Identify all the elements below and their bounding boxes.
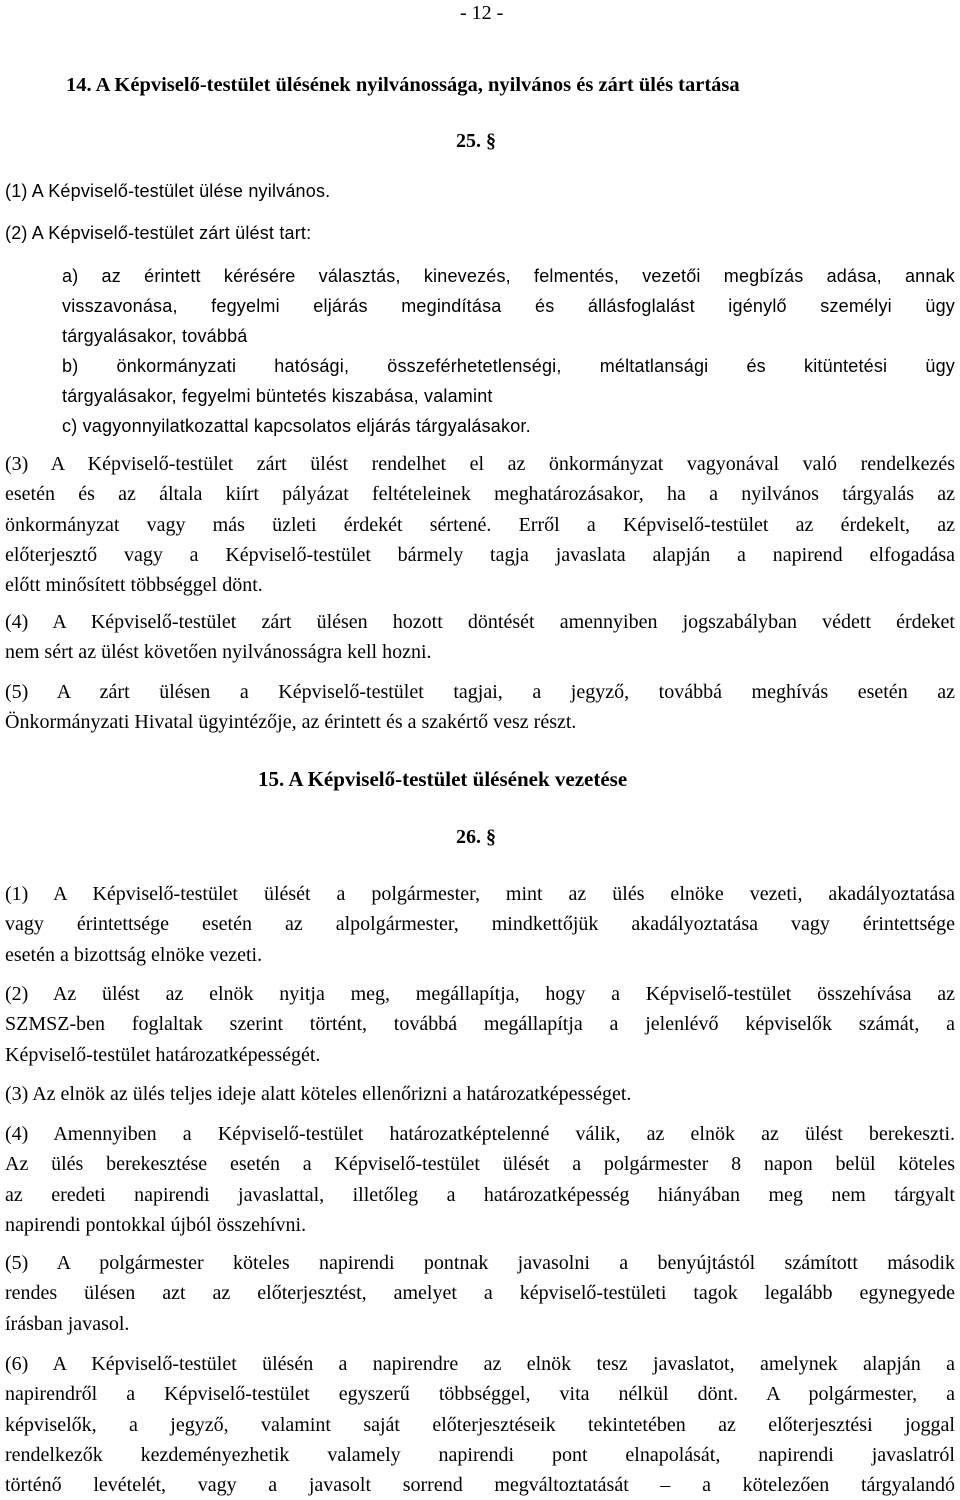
text-line: (4) A Képviselő-testület zárt ülésen hozott döntését amennyiben jogszabályban védett érdeket <box>5 611 955 633</box>
text-line: SZMSZ-ben foglaltak szerint történt, továbbá megállapítja a jelenlévő képviselők számát, a <box>5 1013 955 1036</box>
text-line: napirendről a Képviselő-testület egyszerű többséggel, vita nélkül dönt. A polgármester, a <box>5 1383 955 1406</box>
text-line: (6) A Képviselő-testület ülésén a napirendre az elnök tesz javaslatot, amelynek alapján a <box>5 1353 955 1375</box>
ch15-para-6 <box>5 1349 955 1500</box>
ch14-para-4 <box>5 607 955 668</box>
text-line: előtt minősített többséggel dönt. <box>5 574 263 597</box>
ch15-para-1 <box>5 879 955 970</box>
list-line: b) önkormányzati hatósági, összeférhetetlenségi, méltatlansági és kitüntetési ügy <box>62 356 955 376</box>
text-line: rendelkezők kezdeményezhetik valamely napirendi pont elnapolását, napirendi javaslatról <box>5 1443 955 1466</box>
text-line: történő levételét, vagy a javasolt sorrend megváltoztatását – a kötelezően tárgyalandó <box>5 1474 955 1497</box>
text-line: Az ülés berekesztése esetén a Képviselő-testület ülését a polgármester 8 napon belül köteles <box>5 1153 955 1176</box>
text-line: Önkormányzati Hivatal ügyintézője, az érintett és a szakértő vesz részt. <box>5 711 577 734</box>
ch14-para-3 <box>5 449 955 600</box>
ch15-para-3 <box>5 1079 955 1109</box>
chapter-14-title: 14. A Képviselő-testület ülésének nyilvánossága, nyilvános és zárt ülés tartása <box>66 74 740 96</box>
text-line: írásban javasol. <box>5 1312 130 1335</box>
text-line: nem sért az ülést követően nyilvánosságra kell hozni. <box>5 641 432 664</box>
section-26-heading: 26. § <box>456 826 496 848</box>
ch14-para-2-intro: (2) A Képviselő-testület zárt ülést tart: <box>5 223 312 243</box>
text-line: esetén és az általa kiírt pályázat feltételeinek meghatározásakor, ha a nyilvános tárgyalás az <box>5 483 955 506</box>
ch14-para-2-list <box>62 266 955 446</box>
text-line: (4) Amennyiben a Képviselő-testület határozatképtelenné válik, az elnök az ülést berekeszti. <box>5 1123 955 1145</box>
ch15-para-4 <box>5 1119 955 1240</box>
text-line: (5) A zárt ülésen a Képviselő-testület tagjai, a jegyző, továbbá meghívás esetén az <box>5 681 955 703</box>
section-25-heading: 25. § <box>456 130 496 152</box>
ch14-para-1: (1) A Képviselő-testület ülése nyilvános. <box>5 181 331 201</box>
text-line: előterjesztő vagy a Képviselő-testület bármely tagja javaslata alapján a napirend elfogadása <box>5 543 955 566</box>
text-line: napirendi pontokkal újból összehívni. <box>5 1213 307 1236</box>
text-line: (1) A Képviselő-testület ülését a polgármester, mint az ülés elnöke vezeti, akadályoztatása <box>5 883 955 905</box>
text-line: képviselők, a jegyző, valamint saját előterjesztéseik tekintetében az előterjesztési joggal <box>5 1413 955 1436</box>
text-line: (3) Az elnök az ülés teljes ideje alatt köteles ellenőrizni a határozatképességet. <box>5 1083 632 1105</box>
text-line: (3) A Képviselő-testület zárt ülést rendelhet el az önkormányzat vagyonával való rendelkezés <box>5 453 955 475</box>
text-line: önkormányzat vagy más üzleti érdekét sértené. Erről a Képviselő-testület az érdekelt, az <box>5 513 955 536</box>
text-line: (5) A polgármester köteles napirendi pontnak javasolni a benyújtástól számított második <box>5 1252 955 1274</box>
list-line: tárgyalásakor, továbbá <box>62 326 248 346</box>
text-line: az eredeti napirendi javaslattal, illetőleg a határozatképesség hiányában meg nem tárgyalt <box>5 1183 955 1206</box>
list-line: tárgyalásakor, fegyelmi büntetés kiszabása, valamint <box>62 386 493 406</box>
ch15-para-2 <box>5 979 955 1070</box>
list-line: a) az érintett kérésére választás, kinevezés, felmentés, vezetői megbízás adása, annak <box>62 266 955 286</box>
chapter-15-title: 15. A Képviselő-testület ülésének vezetése <box>258 767 628 791</box>
ch14-para-5 <box>5 677 955 738</box>
text-line: vagy érintettsége esetén az alpolgármester, mindkettőjük akadályoztatása vagy érintettsége <box>5 913 955 936</box>
list-line: visszavonása, fegyelmi eljárás megindítása és állásfoglalást igénylő személyi ügy <box>62 296 955 316</box>
ch15-para-5 <box>5 1248 955 1339</box>
text-line: rendes ülésen azt az előterjesztést, amelyet a képviselő-testületi tagok legalább egynegyede <box>5 1282 955 1305</box>
list-line: c) vagyonnyilatkozattal kapcsolatos eljárás tárgyalásakor. <box>62 416 531 436</box>
text-line: Képviselő-testület határozatképességét. <box>5 1043 321 1066</box>
text-line: esetén a bizottság elnöke vezeti. <box>5 943 263 966</box>
page-number: - 12 - <box>460 2 504 24</box>
text-line: (2) Az ülést az elnök nyitja meg, megállapítja, hogy a Képviselő-testület összehívása az <box>5 983 955 1005</box>
